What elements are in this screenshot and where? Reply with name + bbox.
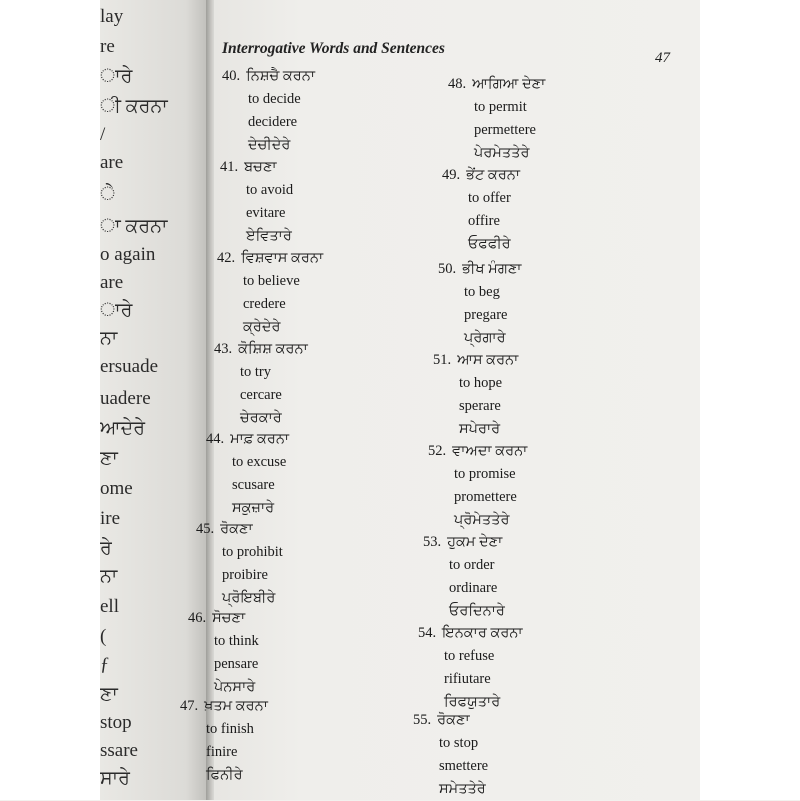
punjabi-transliteration: ਪੇਨਸਾਰੇ xyxy=(214,679,256,695)
left-fragment: lay xyxy=(100,6,124,27)
punjabi-word: ਸੋਚਣਾ xyxy=(212,610,246,626)
entry-number: 50. xyxy=(438,261,457,277)
italian-word: promettere xyxy=(454,489,517,505)
left-fragment: ਨਾ xyxy=(100,566,118,587)
entry-number: 55. xyxy=(413,712,432,728)
english-gloss: to avoid xyxy=(246,182,294,198)
italian-word: ordinare xyxy=(449,580,498,596)
english-gloss: to excuse xyxy=(232,454,287,470)
entry-number: 44. xyxy=(206,431,225,447)
punjabi-word: ਆਗਿਆ ਦੇਣਾ xyxy=(472,76,546,92)
vocab-entry xyxy=(442,164,520,256)
vocab-entry xyxy=(428,440,527,532)
punjabi-transliteration: ਦੇਚੀਦੇਰੇ xyxy=(248,137,291,153)
page-title: Interrogative Words and Sentences xyxy=(222,40,445,57)
punjabi-word: ਵਾਅਦਾ ਕਰਨਾ xyxy=(452,443,528,459)
punjabi-transliteration: ਸਕੁਜ਼ਾਰੇ xyxy=(232,500,275,516)
punjabi-transliteration: ਪ੍ਰੋਇਬੀਰੇ xyxy=(222,590,276,606)
vocab-entry xyxy=(220,156,293,248)
vocab-entry xyxy=(413,709,488,801)
punjabi-transliteration: ਕ੍ਰੇਦੇਰੇ xyxy=(243,319,281,335)
punjabi-word: ਭੇਂਟ ਕਰਨਾ xyxy=(466,167,521,183)
entry-number: 51. xyxy=(433,352,452,368)
italian-word: permettere xyxy=(474,122,536,138)
left-fragment: o again xyxy=(100,244,156,265)
english-gloss: to try xyxy=(240,364,272,380)
punjabi-word: ਖ਼ਤਮ ਕਰਨਾ xyxy=(204,698,268,714)
italian-word: credere xyxy=(243,296,286,312)
entry-number: 40. xyxy=(222,68,241,84)
english-gloss: to beg xyxy=(464,284,500,300)
punjabi-word: ਬਚਣਾ xyxy=(244,159,277,175)
background-right xyxy=(700,0,800,800)
italian-word: offire xyxy=(468,213,500,229)
punjabi-transliteration: ਸਪੇਰਾਰੇ xyxy=(459,421,501,437)
english-gloss: to prohibit xyxy=(222,544,283,560)
punjabi-word: ਕੋਸ਼ਿਸ਼ ਕਰਨਾ xyxy=(238,341,308,357)
english-gloss: to offer xyxy=(468,190,511,206)
italian-word: pregare xyxy=(464,307,508,323)
left-fragment: / xyxy=(100,124,106,145)
punjabi-transliteration: ਓਰਦਿਨਾਰੇ xyxy=(449,603,505,619)
entry-number: 46. xyxy=(188,610,207,626)
punjabi-transliteration: ਰਿਫਯੁਤਾਰੇ xyxy=(444,694,501,710)
punjabi-transliteration: ਪ੍ਰੇਗਾਰੇ xyxy=(464,330,506,346)
entry-number: 48. xyxy=(448,76,467,92)
page-number: 47 xyxy=(655,50,670,66)
left-fragment: stop xyxy=(100,712,132,733)
entry-number: 45. xyxy=(196,521,215,537)
english-gloss: to hope xyxy=(459,375,503,391)
vocab-entry xyxy=(222,65,315,157)
vocab-entry xyxy=(196,518,283,610)
left-fragment: ersuade xyxy=(100,356,159,377)
italian-word: sperare xyxy=(459,398,501,414)
punjabi-word: ਨਿਸ਼ਚੈ ਕਰਨਾ xyxy=(246,68,315,84)
english-gloss: to finish xyxy=(206,721,254,737)
punjabi-transliteration: ਓਫਫੀਰੇ xyxy=(468,236,511,252)
punjabi-transliteration: ਫਿਨੀਰੇ xyxy=(206,767,243,783)
punjabi-transliteration: ਏਵਿਤਾਰੇ xyxy=(246,228,292,244)
english-gloss: to stop xyxy=(439,735,479,751)
entry-number: 54. xyxy=(418,625,437,641)
punjabi-word: ਆਸ ਕਰਨਾ xyxy=(457,352,519,368)
left-fragment: re xyxy=(100,36,115,57)
punjabi-word: ਰੋਕਣਾ xyxy=(437,712,470,728)
left-fragment: ƒ xyxy=(100,654,110,675)
italian-word: pensare xyxy=(214,656,259,672)
vocab-entry xyxy=(214,338,308,430)
punjabi-transliteration: ਚੇਰਕਾਰੇ xyxy=(240,410,282,426)
italian-word: finire xyxy=(206,744,238,760)
english-gloss: to permit xyxy=(474,99,527,115)
entry-number: 47. xyxy=(180,698,199,714)
left-fragment: are xyxy=(100,272,124,293)
left-fragment: ell xyxy=(100,596,119,617)
left-fragment: ੀ ਕਰਨਾ xyxy=(100,96,168,117)
entry-number: 43. xyxy=(214,341,233,357)
italian-word: scusare xyxy=(232,477,275,493)
entry-number: 49. xyxy=(442,167,461,183)
left-fragment: uadere xyxy=(100,388,151,409)
english-gloss: to decide xyxy=(248,91,301,107)
left-fragment: are xyxy=(100,152,124,173)
left-fragment: ਰੇ xyxy=(100,538,112,559)
left-fragment: ire xyxy=(100,508,121,529)
italian-word: rifiutare xyxy=(444,671,491,687)
punjabi-transliteration: ਪੇਰਮੇਤਤੇਰੇ xyxy=(474,145,530,161)
punjabi-word: ਹੁਕਮ ਦੇਣਾ xyxy=(447,534,503,550)
italian-word: proibire xyxy=(222,567,268,583)
left-fragment: ssare xyxy=(100,740,138,761)
punjabi-word: ਰੋਕਣਾ xyxy=(220,521,253,537)
left-fragment: ਸਾਰੇ xyxy=(100,768,130,789)
vocab-entry xyxy=(418,622,523,714)
left-fragment: ਣਾ xyxy=(100,448,118,469)
vocab-entry xyxy=(448,73,545,165)
left-fragment: ਾ ਕਰਨਾ xyxy=(100,216,168,237)
italian-word: evitare xyxy=(246,205,286,221)
english-gloss: to believe xyxy=(243,273,300,289)
punjabi-word: ਇਨਕਾਰ ਕਰਨਾ xyxy=(442,625,523,641)
english-gloss: to think xyxy=(214,633,259,649)
vocab-entry xyxy=(423,531,505,623)
left-fragment: ( xyxy=(100,626,107,647)
punjabi-word: ਮਾਫ਼ ਕਰਨਾ xyxy=(230,431,290,447)
entry-number: 52. xyxy=(428,443,447,459)
vocab-entry xyxy=(188,607,259,699)
vocab-entry xyxy=(206,428,289,520)
left-fragment: ਣਾ xyxy=(100,684,118,705)
vocab-entry xyxy=(433,349,518,441)
entry-number: 42. xyxy=(217,250,236,266)
left-fragment: ਆਦੇਰੇ xyxy=(100,418,146,439)
entry-number: 53. xyxy=(423,534,442,550)
english-gloss: to promise xyxy=(454,466,516,482)
left-fragment: ਨਾ xyxy=(100,328,118,349)
punjabi-transliteration: ਪ੍ਰੋਮੇਤਤੇਰੇ xyxy=(454,512,510,528)
vocab-entry xyxy=(180,695,268,787)
left-fragment: ਾਰੇ xyxy=(100,300,133,321)
entry-number: 41. xyxy=(220,159,239,175)
italian-word: decidere xyxy=(248,114,298,130)
background-left xyxy=(0,0,100,800)
punjabi-word: ਭੀਖ ਮੰਗਣਾ xyxy=(462,261,522,277)
punjabi-transliteration: ਸਮੇਤਤੇਰੇ xyxy=(439,781,486,797)
vocab-entry xyxy=(217,247,323,339)
left-fragment: ੇ xyxy=(100,184,116,205)
punjabi-word: ਵਿਸ਼ਵਾਸ ਕਰਨਾ xyxy=(241,250,324,266)
english-gloss: to refuse xyxy=(444,648,495,664)
italian-word: smettere xyxy=(439,758,489,774)
vocab-entry xyxy=(438,258,521,350)
left-fragment: ਾਰੇ xyxy=(100,66,133,87)
italian-word: cercare xyxy=(240,387,282,403)
english-gloss: to order xyxy=(449,557,495,573)
left-fragment: ome xyxy=(100,478,133,499)
